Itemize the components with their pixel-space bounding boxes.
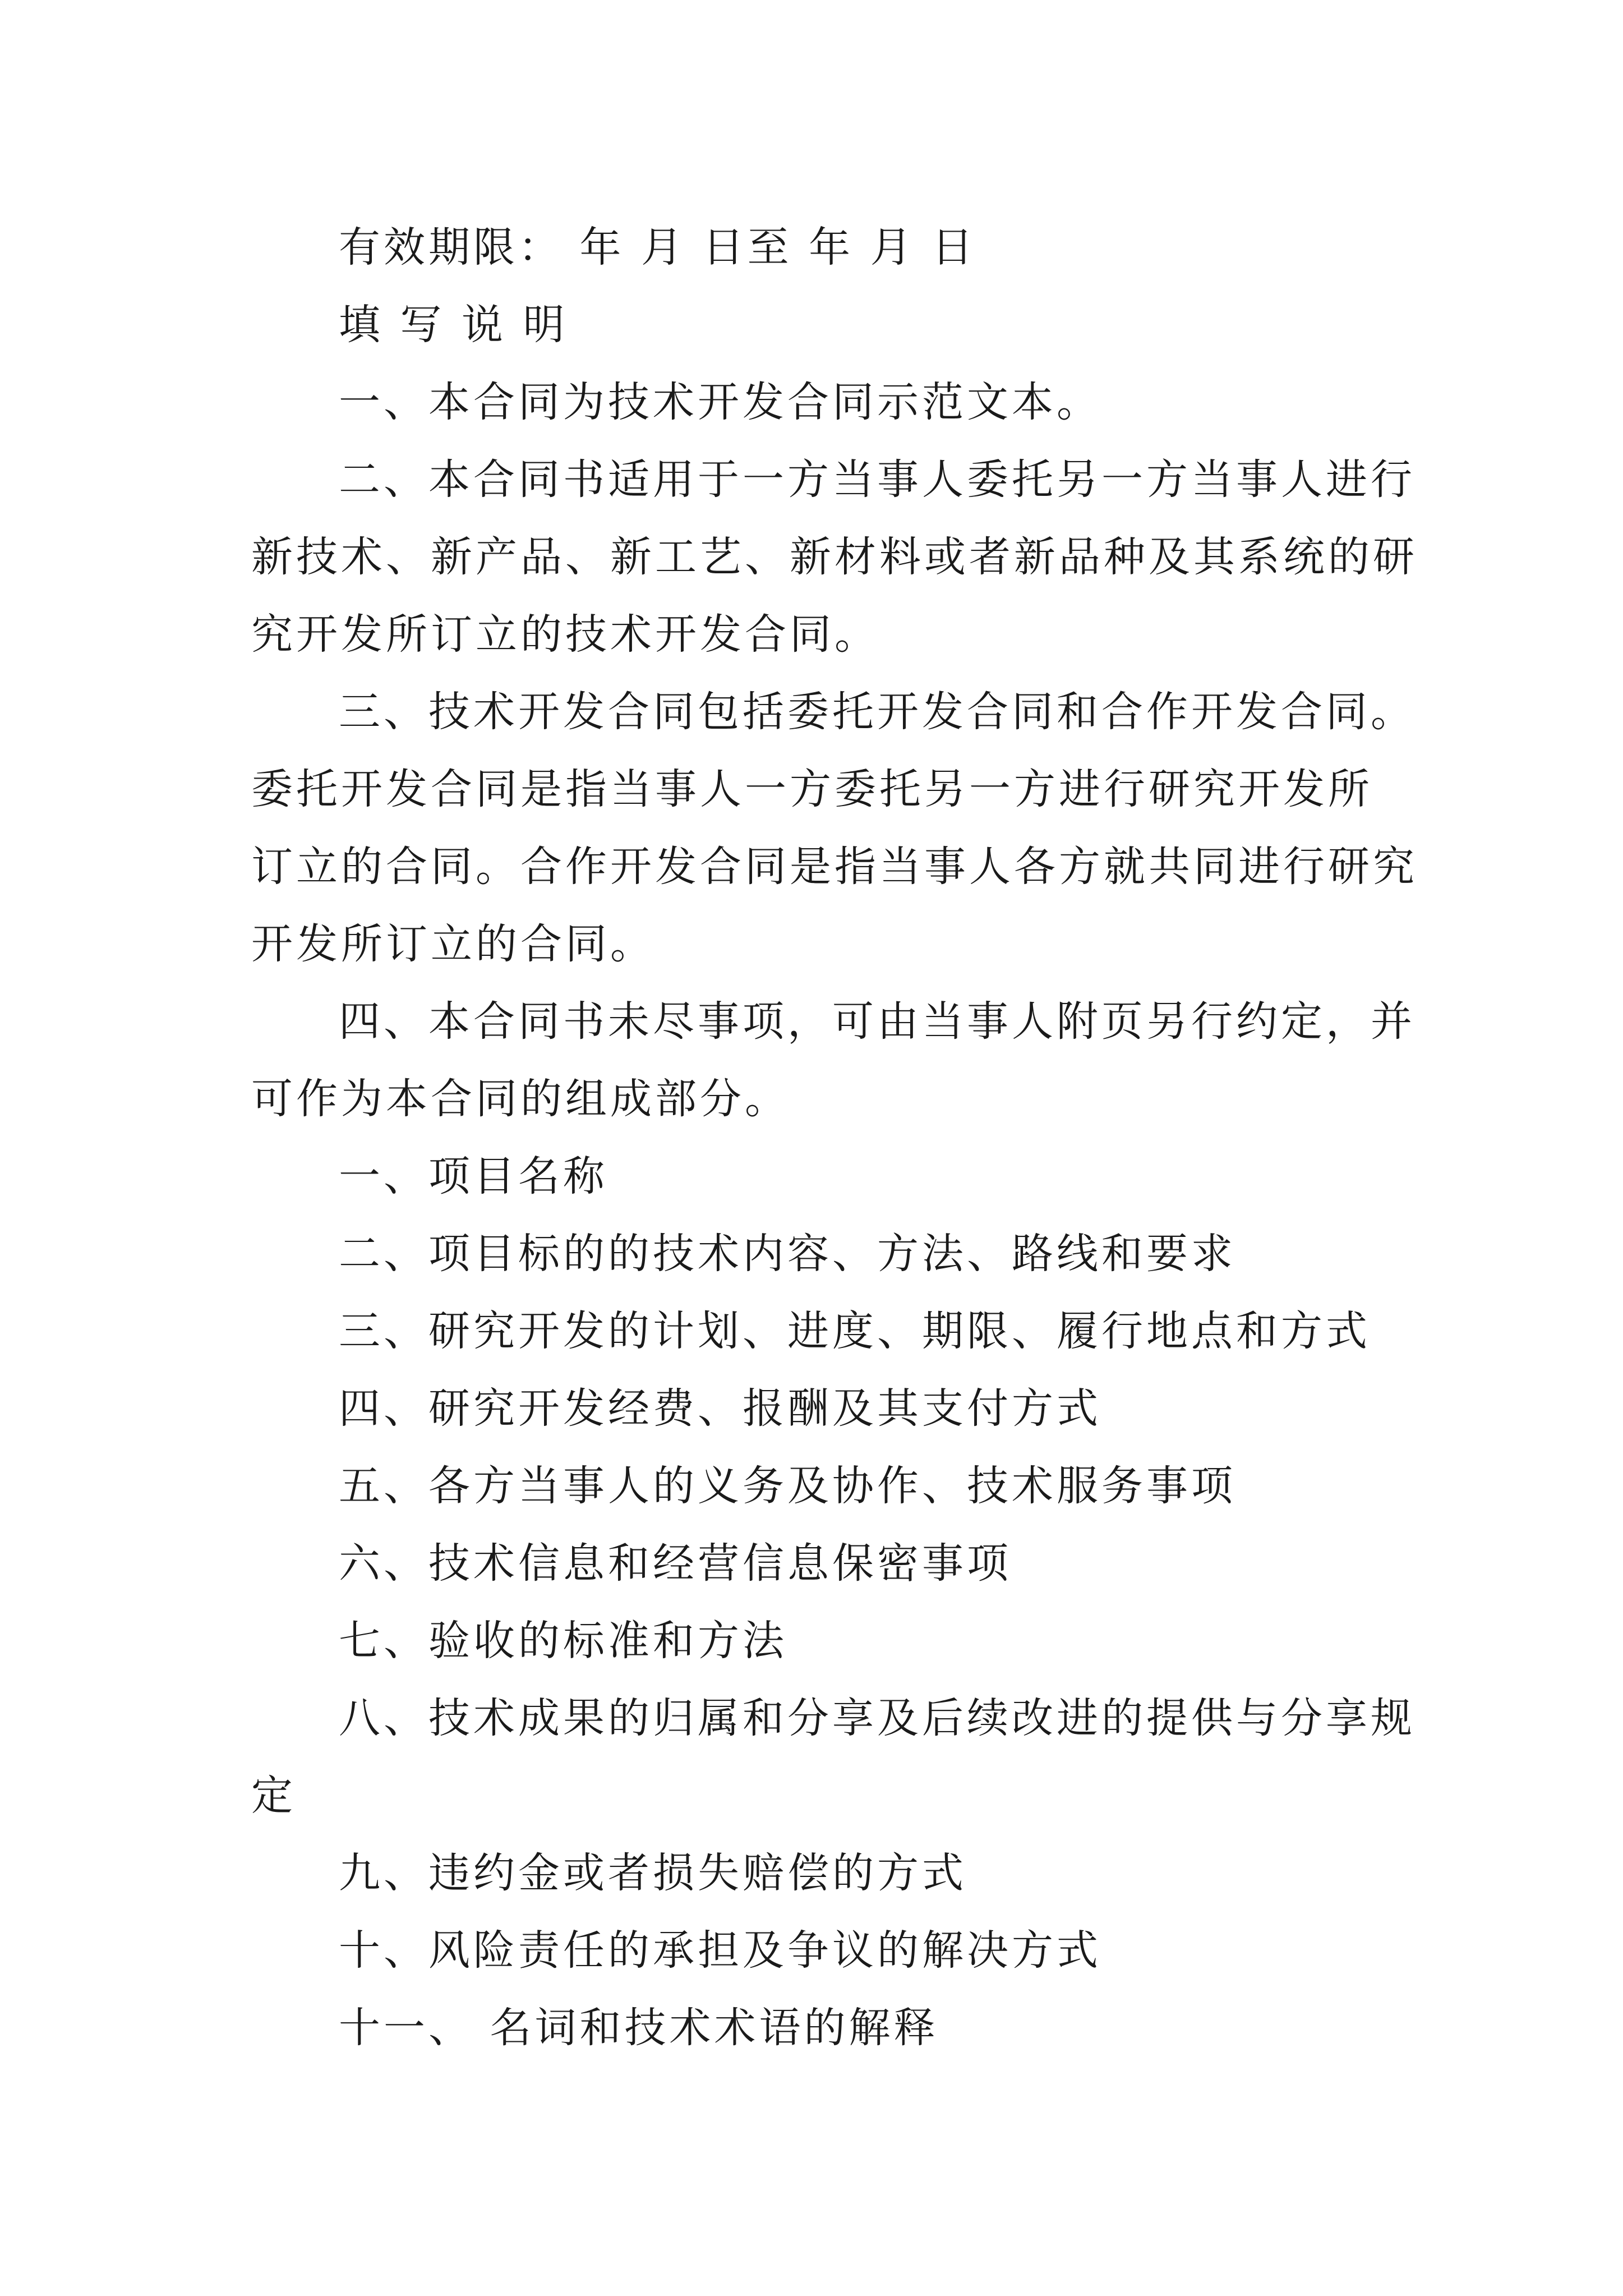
note-line: 四、本合同书未尽事项，可由当事人附页另行约定，并 bbox=[339, 997, 1415, 1046]
section-line: 四、研究开发经费、报酬及其支付方式 bbox=[339, 1384, 1101, 1433]
section-line: 十、风险责任的承担及争议的解决方式 bbox=[339, 1926, 1101, 1975]
section-line: 九、违约金或者损失赔偿的方式 bbox=[339, 1849, 967, 1897]
note-line: 一、本合同为技术开发合同示范文本。 bbox=[339, 378, 1101, 426]
section-line: 十一、 名词和技术术语的解释 bbox=[339, 2004, 939, 2052]
section-line: 定 bbox=[251, 1772, 296, 1820]
note-line: 开发所订立的合同。 bbox=[251, 920, 655, 968]
section-line: 二、项目标的的技术内容、方法、路线和要求 bbox=[339, 1230, 1236, 1278]
note-line: 三、技术开发合同包括委托开发合同和合作开发合同。 bbox=[339, 688, 1415, 736]
validity-period-line: 有效期限： 年 月 日至 年 月 日 bbox=[339, 223, 977, 272]
section-line: 三、研究开发的计划、进度、期限、履行地点和方式 bbox=[339, 1307, 1371, 1355]
document-body bbox=[251, 209, 1418, 2067]
note-line: 订立的合同。合作开发合同是指当事人各方就共同进行研究 bbox=[251, 843, 1418, 891]
note-line: 委托开发合同是指当事人一方委托另一方进行研究开发所 bbox=[251, 765, 1373, 813]
note-line: 究开发所订立的技术开发合同。 bbox=[251, 610, 879, 659]
section-line: 五、各方当事人的义务及协作、技术服务事项 bbox=[339, 1462, 1236, 1510]
section-line: 八、技术成果的归属和分享及后续改进的提供与分享规 bbox=[339, 1694, 1415, 1742]
section-line: 六、技术信息和经营信息保密事项 bbox=[339, 1539, 1012, 1588]
section-line: 七、验收的标准和方法 bbox=[339, 1617, 787, 1665]
section-line: 一、项目名称 bbox=[339, 1152, 608, 1200]
note-line: 可作为本合同的组成部分。 bbox=[251, 1075, 790, 1123]
note-line: 二、本合同书适用于一方当事人委托另一方当事人进行 bbox=[339, 455, 1415, 504]
instructions-heading: 填 写 说 明 bbox=[339, 301, 568, 349]
note-line: 新技术、新产品、新工艺、新材料或者新品种及其系统的研 bbox=[251, 533, 1418, 581]
